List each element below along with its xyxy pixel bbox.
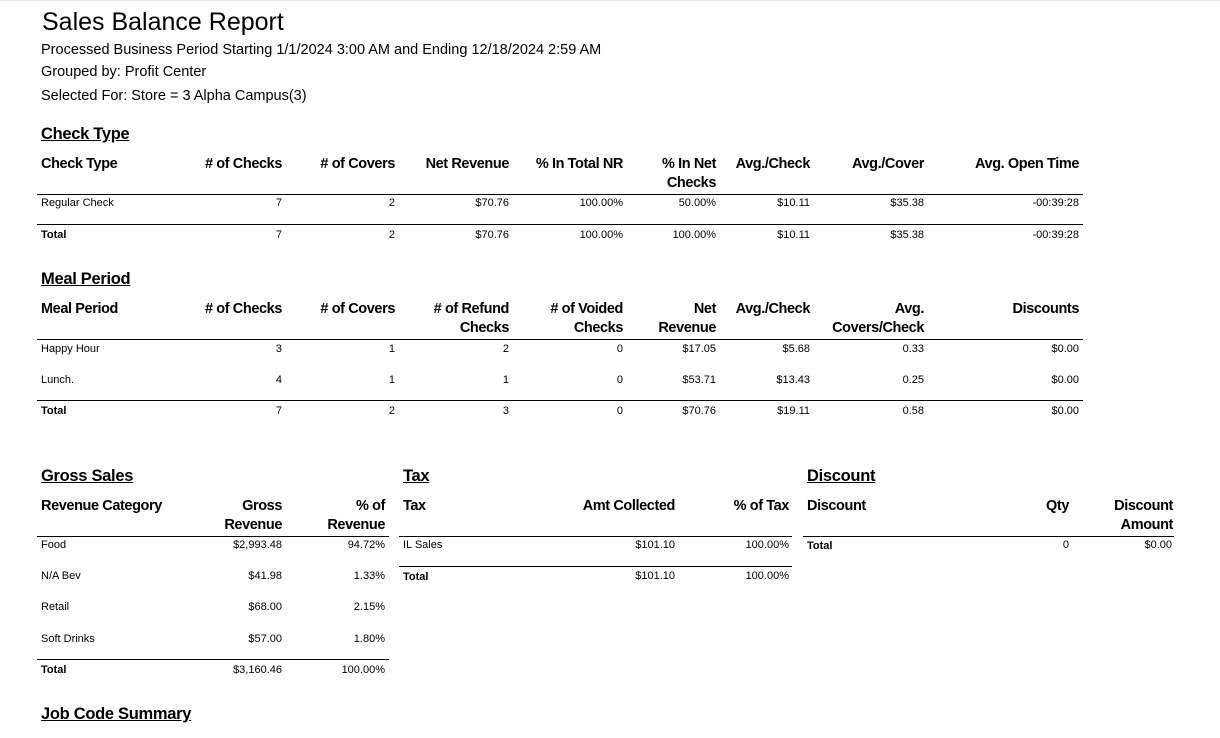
discount-total-label: Total (807, 540, 833, 552)
meal-period-total-avg-covers-check: 0.58 (902, 405, 924, 417)
check-type-total-net-revenue: $70.76 (475, 229, 509, 241)
gross-sales-row-pct-revenue: 2.15% (353, 601, 385, 613)
discount-section-title: Discount (807, 467, 876, 485)
meal-period-total-net-revenue: $70.76 (682, 405, 716, 417)
gross-sales-row-gross-revenue: $2,993.48 (233, 539, 282, 551)
tax-total-label: Total (403, 571, 429, 583)
check-type-row-checks: 7 (275, 197, 282, 209)
check-type-header-covers: # of Covers (320, 156, 395, 172)
gross-sales-row-gross-revenue: $57.00 (248, 633, 282, 645)
discount-header-qty: Qty (1046, 498, 1069, 514)
meal-period-row-discounts: $0.00 (1051, 343, 1079, 355)
meal-period-total-covers: 2 (388, 405, 395, 417)
check-type-header-net-revenue: Net Revenue (425, 156, 509, 172)
meal-period-row-name: Lunch. (41, 374, 75, 386)
tax-header-rule (399, 536, 792, 537)
tax-header-amt-collected: Amt Collected (582, 498, 675, 514)
gross-sales-total-rule (37, 659, 389, 660)
meal-period-row-avg-covers-check: 0.25 (902, 374, 924, 386)
check-type-row-pct-net-checks: 50.00% (678, 197, 716, 209)
gross-sales-row-pct-revenue: 1.33% (353, 570, 385, 582)
tax-total-pct-tax: 100.00% (745, 570, 789, 582)
tax-total-amt-collected: $101.10 (635, 570, 675, 582)
gross-sales-row-category: Soft Drinks (41, 633, 95, 645)
report-grouped-by: Grouped by: Profit Center (41, 64, 207, 80)
check-type-total-checks: 7 (275, 229, 282, 241)
meal-period-header-rule (37, 339, 1083, 340)
check-type-row-avg-open-time: -00:39:28 (1032, 197, 1079, 209)
gross-sales-row-gross-revenue: $68.00 (248, 601, 282, 613)
meal-period-header-net-revenue: Net Revenue (658, 301, 716, 336)
meal-period-row-refund-checks: 2 (502, 343, 509, 355)
gross-sales-row-category: Food (41, 539, 67, 551)
top-border (0, 0, 1220, 1)
report-period: Processed Business Period Starting 1/1/2024 3:00 AM and Ending 12/18/2024 2:59 AM (41, 42, 602, 58)
meal-period-row-discounts: $0.00 (1051, 374, 1079, 386)
meal-period-row-covers: 1 (388, 374, 395, 386)
check-type-total-avg-open-time: -00:39:28 (1032, 229, 1079, 241)
gross-sales-header-category: Revenue Category (41, 498, 162, 514)
gross-sales-row-category: Retail (41, 601, 70, 613)
discount-header-rule (803, 536, 1174, 537)
gross-sales-header-rule (37, 536, 389, 537)
gross-sales-row-gross-revenue: $41.98 (248, 570, 282, 582)
discount-total-qty: 0 (1062, 539, 1069, 551)
job-code-section-title: Job Code Summary (41, 705, 192, 723)
meal-period-row-voided-checks: 0 (616, 343, 623, 355)
check-type-total-pct-total-nr: 100.00% (579, 229, 623, 241)
check-type-total-pct-net-checks: 100.00% (672, 229, 716, 241)
meal-period-row-name: Happy Hour (41, 343, 100, 355)
meal-period-row-avg-check: $13.43 (776, 374, 810, 386)
check-type-header-avg-open-time: Avg. Open Time (975, 156, 1079, 172)
meal-period-section-title: Meal Period (41, 270, 131, 288)
meal-period-row-voided-checks: 0 (616, 374, 623, 386)
meal-period-header-refund-checks: # of Refund Checks (433, 301, 509, 336)
gross-sales-row-pct-revenue: 1.80% (353, 633, 385, 645)
gross-sales-total-pct-revenue: 100.00% (341, 664, 385, 676)
meal-period-header-discounts: Discounts (1012, 301, 1079, 317)
report-selected-for: Selected For: Store = 3 Alpha Campus(3) (41, 88, 307, 104)
tax-row-amt-collected: $101.10 (635, 539, 675, 551)
gross-sales-header-pct-revenue: % of Revenue (327, 498, 385, 533)
check-type-total-avg-cover: $35.38 (890, 229, 924, 241)
report-title: Sales Balance Report (42, 8, 284, 36)
discount-header-name: Discount (807, 498, 866, 514)
discount-header-amount: Discount Amount (1114, 498, 1173, 533)
meal-period-header-avg-check: Avg./Check (735, 301, 810, 317)
meal-period-row-checks: 4 (275, 374, 282, 386)
check-type-total-avg-check: $10.11 (777, 229, 810, 241)
tax-total-rule (399, 566, 792, 567)
check-type-header-avg-check: Avg./Check (735, 156, 810, 172)
gross-sales-section-title: Gross Sales (41, 467, 134, 485)
check-type-row-net-revenue: $70.76 (475, 197, 509, 209)
meal-period-header-covers: # of Covers (320, 301, 395, 317)
meal-period-row-refund-checks: 1 (502, 374, 509, 386)
tax-header-pct-tax: % of Tax (733, 498, 789, 514)
tax-row-name: IL Sales (403, 539, 443, 551)
gross-sales-header-gross-revenue: Gross Revenue (224, 498, 282, 533)
tax-section-title: Tax (403, 467, 430, 485)
meal-period-total-rule (37, 400, 1083, 401)
check-type-total-covers: 2 (388, 229, 395, 241)
meal-period-header-voided-checks: # of Voided Checks (550, 301, 623, 336)
check-type-row-avg-check: $10.11 (777, 197, 810, 209)
meal-period-row-avg-covers-check: 0.33 (902, 343, 924, 355)
meal-period-header-avg-covers-check: Avg. Covers/Check (832, 301, 924, 336)
meal-period-header-name: Meal Period (41, 301, 118, 317)
meal-period-row-checks: 3 (275, 343, 282, 355)
check-type-header-rule (37, 194, 1083, 195)
meal-period-header-checks: # of Checks (205, 301, 282, 317)
gross-sales-total-gross-revenue: $3,160.46 (233, 664, 282, 676)
meal-period-total-voided-checks: 0 (616, 405, 623, 417)
check-type-header-pct-net-checks: % In Net Checks (662, 156, 716, 191)
gross-sales-row-pct-revenue: 94.72% (347, 539, 385, 551)
gross-sales-total-label: Total (41, 664, 67, 676)
check-type-total-rule (37, 224, 1083, 225)
check-type-header-avg-cover: Avg./Cover (851, 156, 924, 172)
gross-sales-row-category: N/A Bev (41, 570, 81, 582)
check-type-row-avg-cover: $35.38 (890, 197, 924, 209)
check-type-section-title: Check Type (41, 125, 130, 143)
meal-period-total-refund-checks: 3 (502, 405, 509, 417)
check-type-header-checks: # of Checks (205, 156, 282, 172)
check-type-row-name: Regular Check (41, 197, 114, 209)
discount-total-amount: $0.00 (1144, 539, 1172, 551)
meal-period-row-net-revenue: $17.05 (682, 343, 716, 355)
meal-period-total-label: Total (41, 405, 67, 417)
meal-period-row-covers: 1 (388, 343, 395, 355)
meal-period-total-checks: 7 (275, 405, 282, 417)
check-type-row-covers: 2 (388, 197, 395, 209)
check-type-header-pct-total-nr: % In Total NR (535, 156, 623, 172)
meal-period-row-avg-check: $5.68 (782, 343, 810, 355)
meal-period-total-discounts: $0.00 (1051, 405, 1079, 417)
check-type-header-name: Check Type (41, 156, 118, 172)
meal-period-total-avg-check: $19.11 (777, 405, 810, 417)
tax-row-pct-tax: 100.00% (745, 539, 789, 551)
tax-header-name: Tax (403, 498, 426, 514)
check-type-row-pct-total-nr: 100.00% (579, 197, 623, 209)
check-type-total-label: Total (41, 229, 67, 241)
meal-period-row-net-revenue: $53.71 (682, 374, 716, 386)
